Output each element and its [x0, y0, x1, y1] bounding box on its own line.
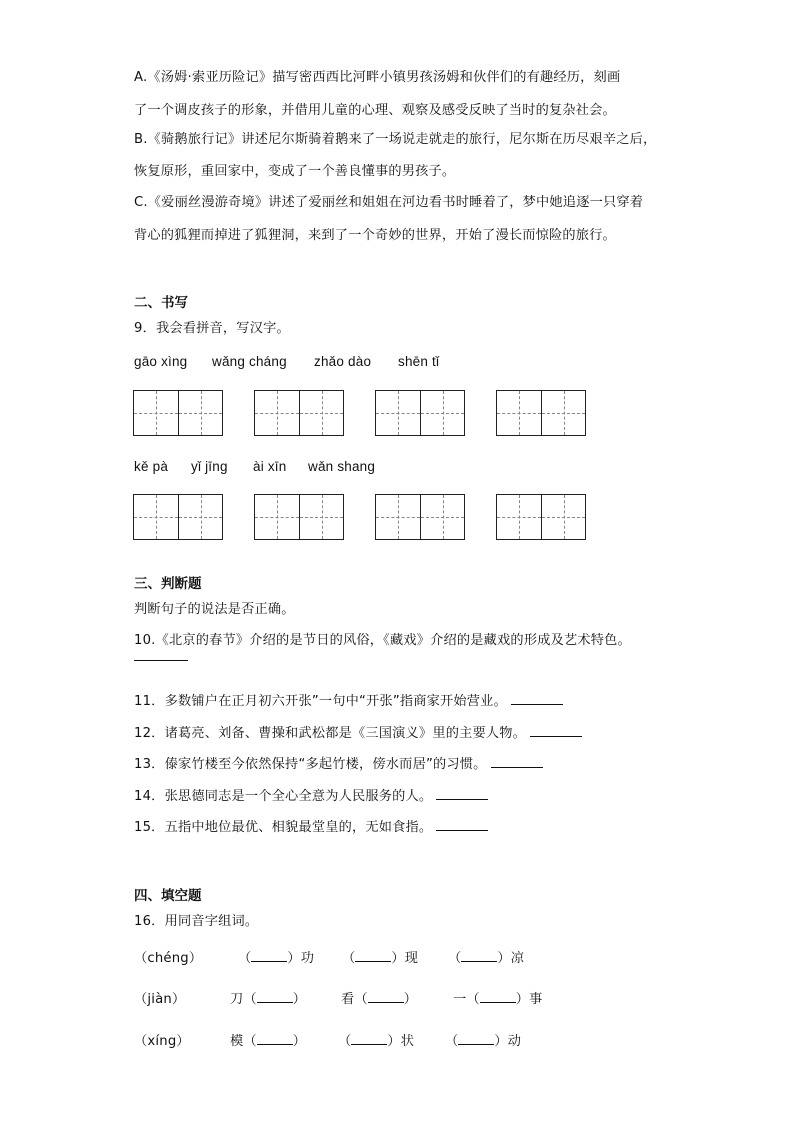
section-2-title: 二、书写 [134, 295, 188, 311]
pinyin-xing: （xíng） [134, 1034, 190, 1049]
fill-suffix: ）状 [387, 1034, 415, 1049]
fill-suffix: ） [292, 992, 307, 1007]
fill-blank[interactable] [368, 990, 404, 1003]
answer-blank-14[interactable] [436, 787, 488, 800]
fill-prefix: 模（ [230, 1034, 257, 1049]
answer-blank-10[interactable] [134, 660, 188, 661]
fill-suffix: ）动 [494, 1034, 522, 1049]
question-16: 16．用同音字组词。 [134, 914, 259, 929]
fill-item [342, 947, 418, 966]
fill-prefix: 刀（ [230, 992, 257, 1007]
pinyin-wanshang: wǎn shang [308, 459, 376, 474]
fill-suffix: ） [403, 992, 418, 1007]
fill-item [448, 947, 524, 966]
pinyin-cheng: （chéng） [134, 951, 203, 966]
fill-blank[interactable] [257, 990, 293, 1003]
fill-item [338, 1030, 414, 1049]
question-13-text: 13．傣家竹楼至今依然保持“多起竹楼，傍水而居”的习惯。 [134, 757, 487, 772]
fill-suffix: ）事 [515, 992, 543, 1007]
fill-blank[interactable] [251, 949, 287, 962]
writing-grid[interactable] [133, 390, 223, 436]
pinyin-wangchang: wǎng cháng [212, 354, 287, 369]
fill-item [453, 988, 543, 1007]
question-14-text: 14．张思德同志是一个全心全意为人民服务的人。 [134, 789, 433, 804]
answer-blank-11[interactable] [511, 692, 563, 705]
option-a-line1: A.《汤姆·索亚历险记》描写密西西比河畔小镇男孩汤姆和伙伴们的有趣经历，刻画 [134, 70, 621, 85]
pinyin-aixin: ài xīn [253, 459, 287, 474]
fill-item [238, 947, 314, 966]
fill-item [445, 1030, 521, 1049]
pinyin-gaoxing: gāo xìng [134, 354, 188, 369]
fill-suffix: ） [292, 1034, 307, 1049]
fill-blank[interactable] [355, 949, 391, 962]
pinyin-kepa: kě pà [134, 459, 169, 474]
writing-grid[interactable] [375, 494, 465, 540]
section-3-title: 三、判断题 [134, 576, 202, 592]
fill-blank[interactable] [480, 990, 516, 1003]
option-c-line1: C.《爱丽丝漫游奇境》讲述了爱丽丝和姐姐在河边看书时睡着了，梦中她追逐一只穿着 [134, 195, 644, 210]
writing-grid[interactable] [496, 494, 586, 540]
question-15 [134, 816, 488, 835]
fill-prefix: （ [448, 951, 462, 966]
option-b-line1: B.《骑鹅旅行记》讲述尼尔斯骑着鹅来了一场说走就走的旅行，尼尔斯在历尽艰辛之后， [134, 132, 657, 147]
writing-grid[interactable] [254, 494, 344, 540]
answer-blank-15[interactable] [436, 818, 488, 831]
option-c-line2: 背心的狐狸而掉进了狐狸洞，来到了一个奇妙的世界，开始了漫长而惊险的旅行。 [134, 228, 616, 243]
writing-grid[interactable] [375, 390, 465, 436]
fill-blank[interactable] [257, 1032, 293, 1045]
fill-item [230, 1030, 306, 1049]
answer-blank-12[interactable] [530, 724, 582, 737]
writing-grid[interactable] [496, 390, 586, 436]
writing-grid[interactable] [254, 390, 344, 436]
fill-suffix: ）现 [391, 951, 419, 966]
fill-blank[interactable] [351, 1032, 387, 1045]
fill-blank[interactable] [461, 949, 497, 962]
writing-grid[interactable] [133, 494, 223, 540]
question-14 [134, 785, 488, 804]
question-11-text: 11．多数铺户在正月初六开张”一句中“开张”指商家开始营业。 [134, 694, 507, 709]
section-4-title: 四、填空题 [134, 888, 202, 904]
fill-item [341, 988, 417, 1007]
fill-suffix: ）功 [287, 951, 315, 966]
question-9: 9．我会看拼音，写汉字。 [134, 321, 290, 336]
pinyin-zhaodao: zhǎo dào [314, 354, 372, 369]
answer-blank-13[interactable] [491, 755, 543, 768]
fill-blank[interactable] [458, 1032, 494, 1045]
question-12-text: 12．诸葛亮、刘备、曹操和武松都是《三国演义》里的主要人物。 [134, 726, 527, 741]
option-a-line2: 了一个调皮孩子的形象，并借用儿童的心理、观察及感受反映了当时的复杂社会。 [134, 103, 616, 118]
fill-prefix: 一（ [453, 992, 480, 1007]
fill-prefix: （ [238, 951, 252, 966]
pinyin-yijing: yǐ jīng [191, 459, 228, 474]
fill-prefix: 看（ [341, 992, 368, 1007]
question-15-text: 15．五指中地位最优、相貌最堂皇的，无如食指。 [134, 820, 433, 835]
pinyin-jian: （jiàn） [134, 992, 186, 1007]
pinyin-shenti: shēn tǐ [398, 354, 440, 369]
question-11 [134, 690, 563, 709]
question-10: 10.《北京的春节》介绍的是节日的风俗，《藏戏》介绍的是藏戏的形成及艺术特色。 [134, 633, 631, 648]
question-13 [134, 753, 543, 772]
option-b-line2: 恢复原形，重回家中，变成了一个善良懂事的男孩子。 [134, 164, 456, 179]
fill-suffix: ）凉 [497, 951, 525, 966]
section-3-intro: 判断句子的说法是否正确。 [134, 602, 295, 617]
fill-prefix: （ [445, 1034, 459, 1049]
fill-prefix: （ [342, 951, 356, 966]
fill-item [230, 988, 306, 1007]
question-12 [134, 722, 582, 741]
fill-prefix: （ [338, 1034, 352, 1049]
